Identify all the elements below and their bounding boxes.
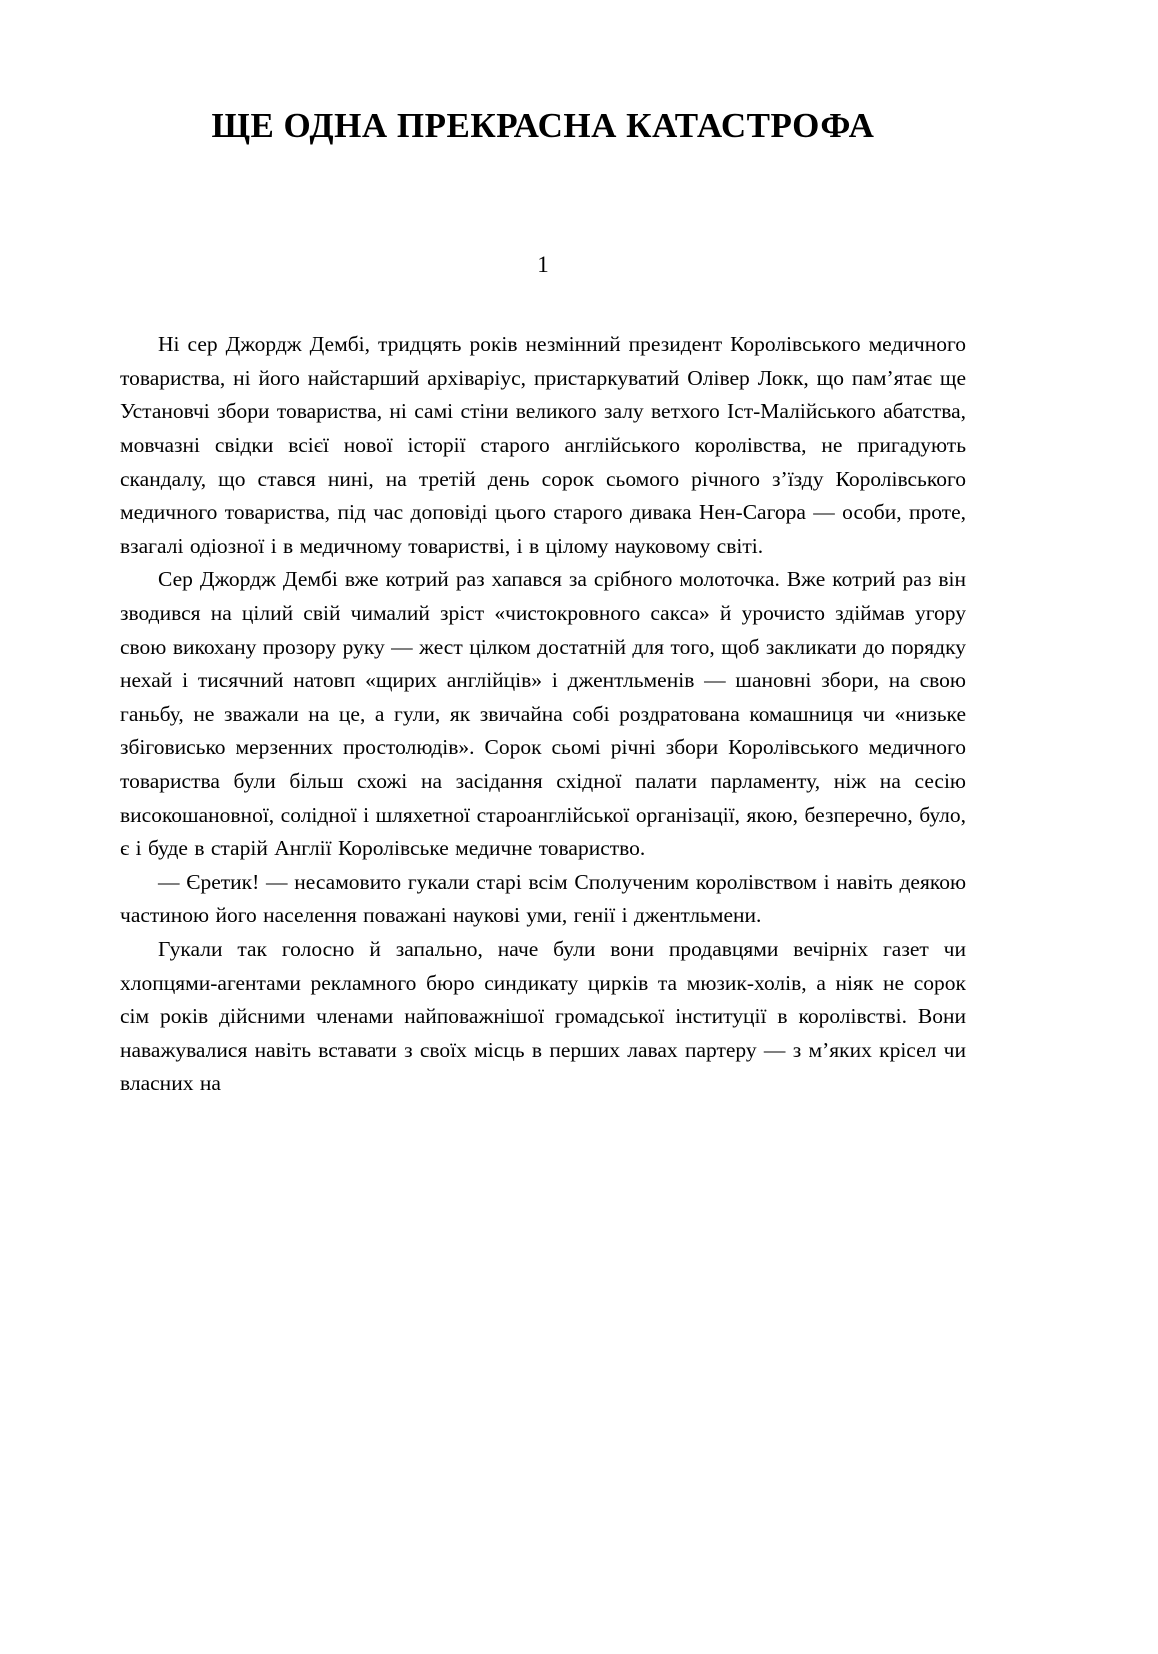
paragraph: Гукали так голосно й запально, наче були вони продавцями вечірніх газет чи хлопцями-агентами рекламного бюро синдикату цирків та мюзик-холів, а ніяк не сорок сім років дійсними членами найповажнішої громадської інституції в королівстві. Вони наважувалися навіть вставати з своїх місць в перших лавах партеру — з м’яких крісел чи власних на bbox=[120, 936, 966, 1096]
paragraph: Сер Джордж Дембі вже котрий раз хапався за срібного молоточка. Вже котрий раз він зводився на цілий свій чималий зріст «чистокровного сакса» й урочисто здіймав угору свою викохану прозору руку — жест цілком достатній для того, щоб закликати до порядку нехай і тисячний натовп «щирих англійців» і джентльменів — шановні збори, на свою ганьбу, не зважали на це, а гули, як звичайна собі роздратована комашниця чи «низьке збіговисько мерзенних простолюдів». Сорок сьомі річні збори Королівського медичного товариства були більш схожі на засідання східної палати парламенту, ніж на сесію високошановної, солідної і шляхетної староанглійської організації, якою, безперечно, було, є і буде в старій Англії Королівське медичне товариство. bbox=[120, 567, 966, 861]
paragraph: — Єретик! — несамовито гукали старі всім Сполученим королівством і навіть деякою частиною його населення поважані наукові уми, генії і джентльмени. bbox=[120, 869, 966, 928]
body-text bbox=[120, 328, 966, 1101]
paragraph: Ні сер Джордж Дембі, тридцять років незмінний президент Королівського медичного товариства, ні його найстарший архіваріус, пристаркуватий Олівер Локк, що пам’ятає ще Установчі збори товариства, ні самі стіни великого залу ветхого Іст-Малійського абатства, мовчазні свідки всієї нової історії старого англійського королівства, не пригадують скандалу, що стався нині, на третій день сорок сьомого річного з’їзду Королівського медичного товариства, під час доповіді цього старого дивака Нен-Сагора — особи, проте, взагалі одіозної і в медичному товаристві, і в цілому науковому світі. bbox=[120, 332, 966, 558]
page-title: ЩЕ ОДНА ПРЕКРАСНА КАТАСТРОФА bbox=[211, 106, 875, 145]
section-number: 1 bbox=[537, 252, 549, 278]
